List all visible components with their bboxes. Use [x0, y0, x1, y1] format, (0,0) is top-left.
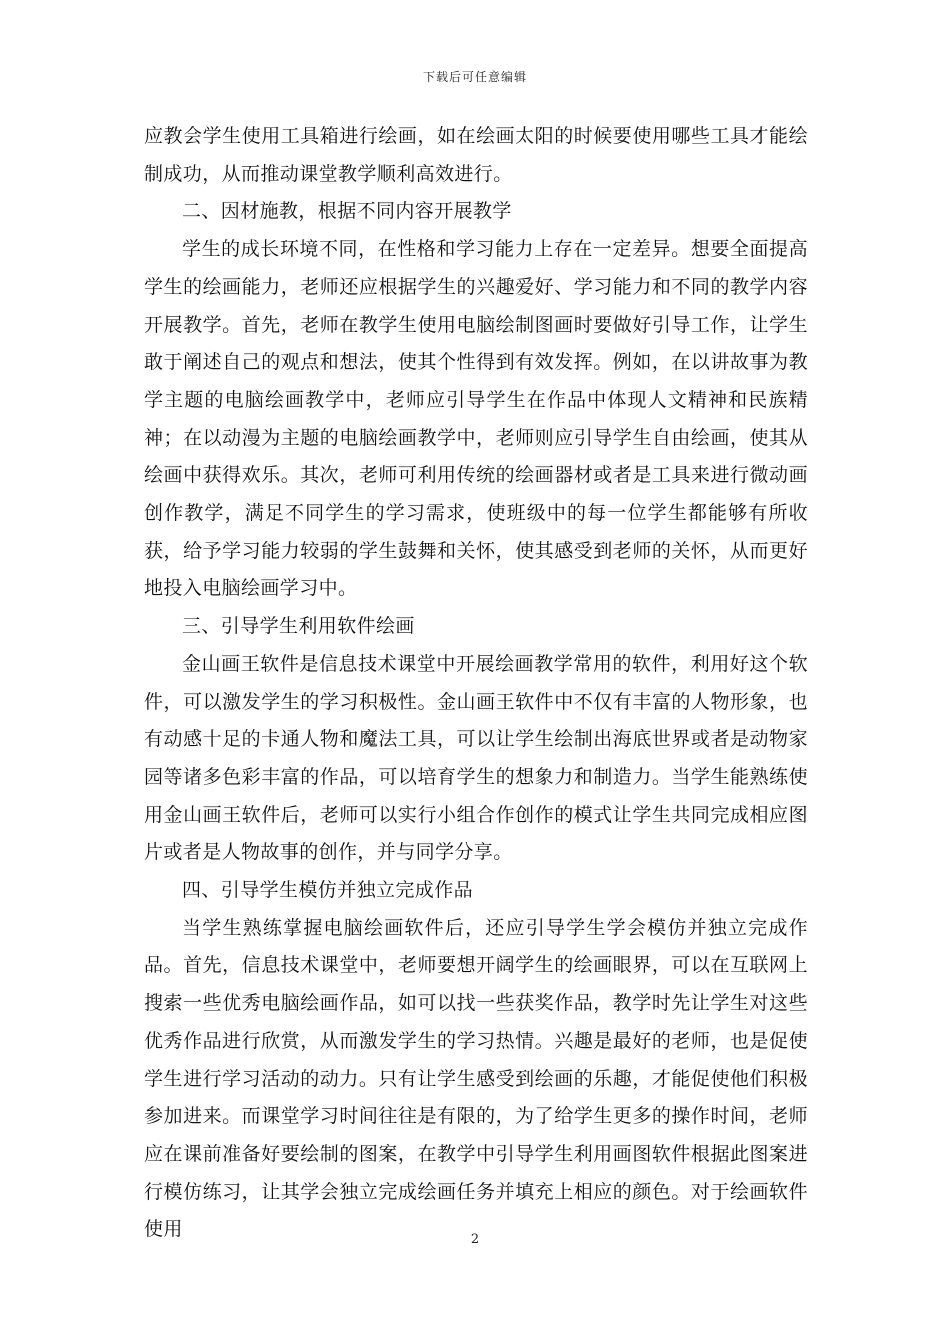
page-header: 下载后可任意编辑 [422, 70, 527, 84]
section-heading-2: 二、因材施教，根据不同内容开展教学 [182, 200, 512, 223]
paragraph: 金山画王软件是信息技术课堂中开展绘画教学常用的软件，利用好这个软件，可以激发学生的学习积极性。金山画王软件中不仅有丰富的人物形象，也有动感十足的卡通人物和魔法工具，可以让学生绘制出海底世界或者是动物家园等诸多色彩丰富的作品，可以培育学生的想象力和制造力。当学生能熟练使用金山画王软件后，老师可以实行小组合作创作的模式让学生共同完成相应图片或者是人物故事的创作，并与同学分享。 [144, 652, 808, 864]
paragraph: 学生的成长环境不同，在性格和学习能力上存在一定差异。想要全面提高学生的绘画能力，老师还应根据学生的兴趣爱好、学习能力和不同的教学内容开展教学。首先，老师在教学生使用电脑绘制图画时要做好引导工作，让学生敢于阐述自己的观点和想法，使其个性得到有效发挥。例如，在以讲故事为教学主题的电脑绘画教学中，老师应引导学生在作品中体现人文精神和民族精神；在以动漫为主题的电脑绘画教学中，老师则应引导学生自由绘画，使其从绘画中获得欢乐。其次，老师可利用传统的绘画器材或者是工具来进行微动画创作教学，满足不同学生的学习需求，使班级中的每一位学生都能够有所收获，给予学习能力较弱的学生鼓舞和关怀，使其感受到老师的关怀，从而更好地投入电脑绘画学习中。 [144, 238, 808, 600]
section-heading-4: 四、引导学生模仿并独立完成作品 [182, 879, 474, 902]
document-body [144, 118, 808, 1249]
section-heading-3: 三、引导学生利用软件绘画 [182, 615, 415, 638]
paragraph-continuation: 应教会学生使用工具箱进行绘画，如在绘画太阳的时候要使用哪些工具才能绘制成功，从而推动课堂教学顺利高效进行。 [144, 125, 808, 185]
page-number: 2 [470, 1232, 480, 1247]
paragraph: 当学生熟练掌握电脑绘画软件后，还应引导学生学会模仿并独立完成作品。首先，信息技术课堂中，老师要想开阔学生的绘画眼界，可以在互联网上搜索一些优秀电脑绘画作品，如可以找一些获奖作品，教学时先让学生对这些优秀作品进行欣赏，从而激发学生的学习热情。兴趣是最好的老师，也是促使学生进行学习活动的动力。只有让学生感受到绘画的乐趣，才能促使他们积极参加进来。而课堂学习时间往往是有限的，为了给学生更多的操作时间，老师应在课前准备好要绘制的图案，在教学中引导学生利用画图软件根据此图案进行模仿练习，让其学会独立完成绘画任务并填充上相应的颜色。对于绘画软件使用 [144, 916, 808, 1241]
